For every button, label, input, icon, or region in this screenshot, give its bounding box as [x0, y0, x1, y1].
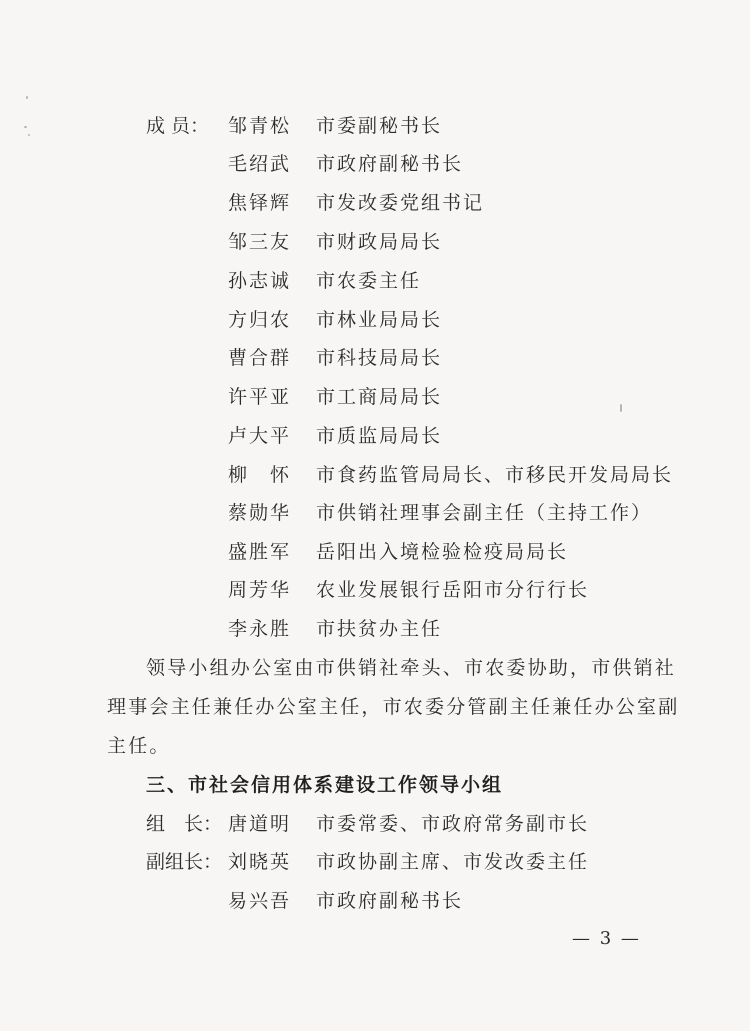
- member-name: 方归农: [228, 309, 292, 331]
- member-row: [0, 227, 750, 257]
- deputy-label: 副组长：: [146, 851, 223, 873]
- office-paragraph-line: 领导小组办公室由市供销社牵头、市农委协助，市供销社: [146, 657, 677, 679]
- member-row: [0, 460, 750, 490]
- members-label: 成 员：: [146, 115, 210, 137]
- deputy-name: 易兴吾: [228, 890, 292, 912]
- member-title: 岳阳出入境检验检疫局局长: [316, 541, 569, 563]
- leader-label: 组 长：: [146, 813, 223, 835]
- deputy-row: [0, 847, 750, 877]
- member-name: 许平亚: [228, 386, 292, 408]
- deputy-title: 市政协副主席、市发改委主任: [316, 851, 590, 873]
- deputy-title: 市政府副秘书长: [316, 890, 464, 912]
- member-row: [0, 537, 750, 567]
- member-title: 市食药监管局局长、市移民开发局局长: [316, 464, 674, 486]
- member-row: [0, 266, 750, 296]
- member-name: 李永胜: [228, 618, 292, 640]
- member-row: [0, 382, 750, 412]
- member-name: 孙志诚: [228, 270, 292, 292]
- member-title: 市发改委党组书记: [316, 192, 485, 214]
- deputy-name: 刘晓英: [228, 851, 292, 873]
- section-heading: 三、市社会信用体系建设工作领导小组: [146, 774, 504, 796]
- member-row: [0, 188, 750, 218]
- member-title: 市政府副秘书长: [316, 153, 464, 175]
- leader-title: 市委常委、市政府常务副市长: [316, 813, 590, 835]
- page-number: — 3 —: [572, 928, 641, 949]
- member-row: [0, 343, 750, 373]
- member-name: 毛绍武: [228, 153, 292, 175]
- member-name: 柳 怀: [228, 464, 292, 486]
- leader-row: [0, 809, 750, 839]
- member-title: 市工商局局长: [316, 386, 443, 408]
- member-name: 邹三友: [228, 231, 292, 253]
- member-row: [0, 421, 750, 451]
- member-name: 焦铎辉: [228, 192, 292, 214]
- member-row: [0, 149, 750, 179]
- member-name: 盛胜军: [228, 541, 292, 563]
- deputy-row: [0, 886, 750, 916]
- member-title: 市林业局局长: [316, 309, 443, 331]
- member-name: 蔡勋华: [228, 502, 292, 524]
- member-row: [0, 498, 750, 528]
- member-name: 周芳华: [228, 579, 292, 601]
- office-paragraph-line: 理事会主任兼任办公室主任，市农委分管副主任兼任办公室副: [107, 696, 680, 718]
- scan-speck: [26, 96, 28, 99]
- member-name: 邹青松: [228, 115, 292, 137]
- member-row: [0, 575, 750, 605]
- member-name: 曹合群: [228, 347, 292, 369]
- member-title: 市质监局局长: [316, 425, 443, 447]
- member-title: 市委副秘书长: [316, 115, 443, 137]
- member-title: 市扶贫办主任: [316, 618, 443, 640]
- member-title: 市供销社理事会副主任（主持工作）: [316, 502, 653, 524]
- member-name: 卢大平: [228, 425, 292, 447]
- office-paragraph-line: 主任。: [107, 735, 171, 757]
- member-title: 市科技局局长: [316, 347, 443, 369]
- member-title: 农业发展银行岳阳市分行行长: [316, 579, 590, 601]
- member-title: 市农委主任: [316, 270, 422, 292]
- leader-name: 唐道明: [228, 813, 292, 835]
- member-title: 市财政局局长: [316, 231, 443, 253]
- member-row: [0, 111, 750, 141]
- member-row: [0, 305, 750, 335]
- member-row: [0, 614, 750, 644]
